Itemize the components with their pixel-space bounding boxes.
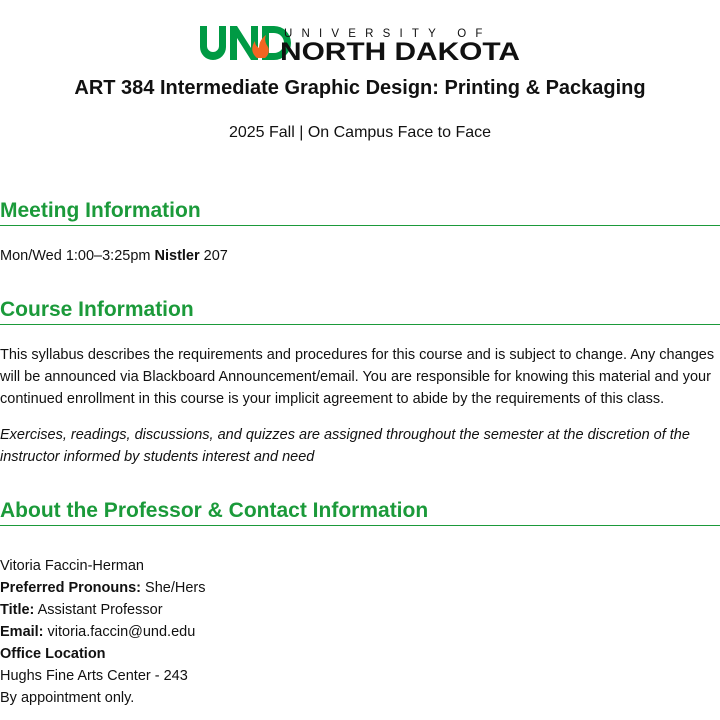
meeting-room: 207: [203, 248, 228, 264]
course-paragraph: This syllabus describes the requirements and procedures for this course and is subject to change. Any changes will be announced via Blackboard Announcement/email. You are responsible for knowing this material and your continued enrollment in this course is your implicit agreement to abide by the requirements of this class.: [0, 347, 715, 407]
office-label: Office Location: [0, 646, 106, 662]
email-value[interactable]: vitoria.faccin@und.edu: [47, 624, 196, 640]
office-value: Hughs Fine Arts Center - 243: [0, 668, 188, 684]
title-line: [0, 599, 163, 621]
email-label: Email:: [0, 624, 44, 640]
meeting-building: Nistler: [154, 248, 200, 264]
course-heading: Course Information: [0, 297, 720, 325]
und-logo: [198, 24, 524, 62]
logo-top-text: UNIVERSITY OF: [284, 28, 492, 40]
pronouns-line: [0, 577, 205, 599]
meeting-heading: Meeting Information: [0, 198, 720, 226]
professor-heading: About the Professor & Contact Information: [0, 498, 720, 526]
page-subtitle: 2025 Fall | On Campus Face to Face: [228, 124, 492, 141]
meeting-schedule: Mon/Wed 1:00–3:25pm: [0, 248, 151, 264]
page-title: ART 384 Intermediate Graphic Design: Printing & Packaging: [74, 77, 646, 99]
title-label: Title:: [0, 602, 35, 618]
email-line: [0, 621, 195, 643]
professor-name: Vitoria Faccin-Herman: [0, 558, 144, 574]
pronouns-label: Preferred Pronouns:: [0, 580, 141, 596]
course-note: Exercises, readings, discussions, and quizzes are assigned throughout the semester at the discretion of the instructor informed by students interest and need: [0, 427, 690, 465]
logo-bottom-text: NORTH DAKOTA: [280, 38, 520, 62]
availability: By appointment only.: [0, 690, 135, 706]
pronouns-value: She/Hers: [145, 580, 206, 596]
meeting-details: [0, 245, 718, 267]
title-value: Assistant Professor: [37, 602, 163, 618]
